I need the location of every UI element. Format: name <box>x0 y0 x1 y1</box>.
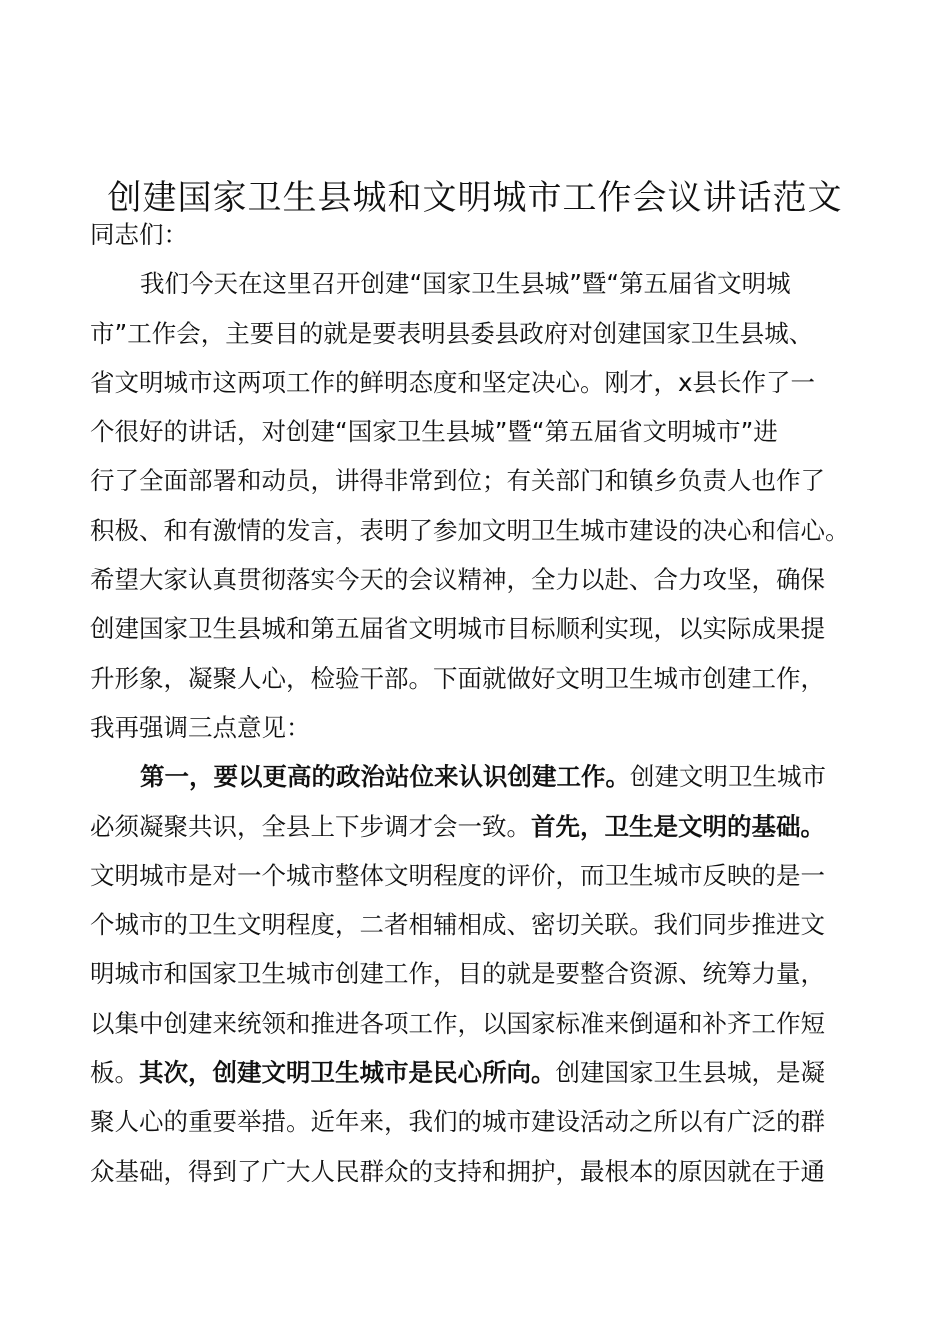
text-segment: 升形象，凝聚人心，检验干部。下面就做好文明卫生城市创建工作， <box>90 663 825 693</box>
text-segment: 众基础，得到了广大人民群众的支持和拥护，最根本的原因就在于通 <box>90 1156 825 1186</box>
text-segment: 创建国家卫生县城，是凝 <box>555 1058 825 1088</box>
text-line <box>90 851 865 900</box>
text-line <box>90 900 865 949</box>
text-line <box>90 555 865 604</box>
text-segment: 行了全面部署和动员，讲得非常到位；有关部门和镇乡负责人也作了 <box>90 466 825 496</box>
text-line <box>90 506 865 555</box>
text-segment: 聚人心的重要举措。近年来，我们的城市建设活动之所以有广泛的群 <box>90 1107 825 1137</box>
text-line <box>90 259 865 308</box>
text-line <box>90 949 865 998</box>
text-line <box>90 654 865 703</box>
text-segment: 积极、和有激情的发言，表明了参加文明卫生城市建设的决心和信心。 <box>90 515 850 545</box>
text-segment: 我们今天在这里召开创建“国家卫生县城”暨“第五届省文明城 <box>140 269 791 299</box>
bold-text-segment: 首先，卫生是文明的基础。 <box>531 811 825 841</box>
bold-text-segment: 其次，创建文明卫生城市是民心所向。 <box>139 1058 556 1088</box>
text-segment: 以集中创建来统领和推进各项工作，以国家标准来倒逼和补齐工作短 <box>90 1008 825 1038</box>
text-line <box>90 604 865 653</box>
text-line <box>90 999 865 1048</box>
text-segment: 创建国家卫生县城和第五届省文明城市目标顺利实现，以实际成果提 <box>90 614 825 644</box>
text-line <box>90 752 865 801</box>
text-line <box>90 407 865 456</box>
text-line <box>90 703 865 752</box>
text-segment: 市”工作会，主要目的就是要表明县委县政府对创建国家卫生县城、 <box>90 318 814 348</box>
text-segment: 必须凝聚共识，全县上下步调才会一致。 <box>90 811 531 841</box>
text-segment: 同志们： <box>90 220 188 249</box>
text-line <box>90 1147 865 1196</box>
text-segment: 明城市和国家卫生城市创建工作，目的就是要整合资源、统筹力量， <box>90 959 825 989</box>
text-segment: 省文明城市这两项工作的鲜明态度和坚定决心。刚才，x县长作了一 <box>90 367 815 397</box>
text-segment: 希望大家认真贯彻落实今天的会议精神，全力以赴、合力攻坚，确保 <box>90 565 825 595</box>
text-segment: 创建文明卫生城市 <box>630 762 826 792</box>
text-segment: 板。 <box>90 1058 139 1088</box>
bold-text-segment: 第一，要以更高的政治站位来认识创建工作。 <box>140 762 630 792</box>
text-segment: 个城市的卫生文明程度，二者相辅相成、密切关联。我们同步推进文 <box>90 910 825 940</box>
text-segment: 我再强调三点意见： <box>90 712 311 742</box>
text-line <box>90 309 865 358</box>
text-segment: 文明城市是对一个城市整体文明程度的评价，而卫生城市反映的是一 <box>90 860 825 890</box>
text-line <box>90 1048 865 1097</box>
document-title: 创建国家卫生县城和文明城市工作会议讲话范文 <box>107 178 843 218</box>
text-line <box>90 456 865 505</box>
text-line <box>90 1097 865 1146</box>
text-line <box>90 210 865 259</box>
text-segment: 个很好的讲话，对创建“国家卫生县城”暨“第五届省文明城市”进 <box>90 417 778 447</box>
text-line <box>90 358 865 407</box>
document-body <box>90 210 865 1196</box>
text-line <box>90 802 865 851</box>
